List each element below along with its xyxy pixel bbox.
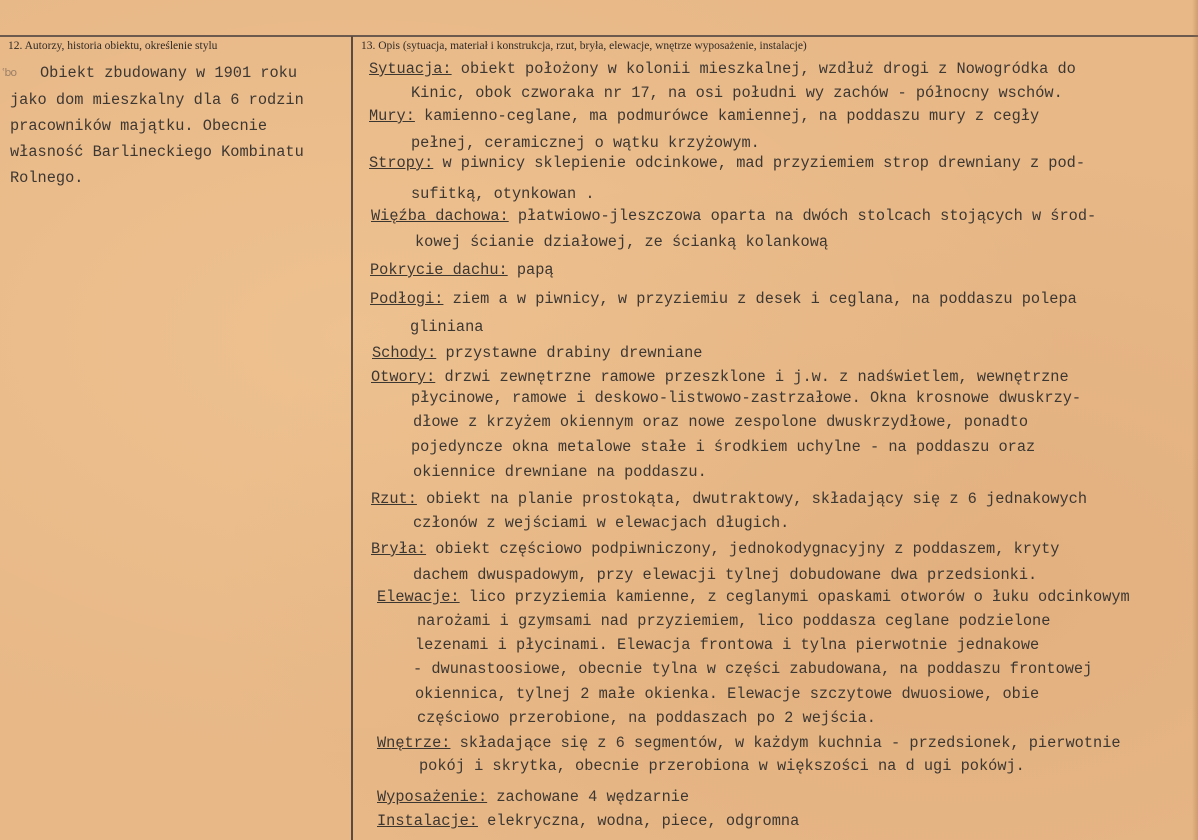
field-text: obiekt położony w kolonii mieszkalnej, wzdłuż drogi z Nowogródka do: [451, 60, 1076, 78]
field-text: pokój i skrytka, obecnie przerobiona w większości na d ugi pokówj.: [419, 757, 1025, 775]
field-text: pojedyncze okna metalowe stałe i środkiem uchylne - na poddaszu oraz: [411, 438, 1036, 456]
column-divider: [351, 36, 353, 840]
field-line: [370, 290, 1077, 308]
continuation-line: [413, 463, 707, 481]
field-text: ziem a w piwnicy, w przyziemiu z desek i ceglana, na poddaszu polepa: [443, 290, 1077, 308]
field-line: [377, 812, 799, 830]
field-text: obiekt na planie prostokąta, dwutraktowy, składający się z 6 jednakowych: [416, 490, 1088, 508]
continuation-line: [413, 566, 1037, 584]
field-text: Kinic, obok czworaka nr 17, na osi południ wy zachów - północny wschów.: [411, 84, 1063, 102]
field-text: płycinowe, ramowe i deskowo-listwowo-zastrzałowe. Okna krosnowe dwuskrzy-: [411, 389, 1082, 407]
field-label: Wyposażenie:: [377, 788, 488, 806]
field-line: [371, 540, 1059, 558]
field-text: częściowo przerobione, na poddaszach po 2 wejścia.: [417, 709, 876, 727]
field-line: [377, 734, 1121, 752]
faint-mark: ʿbo: [2, 66, 17, 79]
continuation-line: [415, 233, 828, 251]
field-text: gliniana: [410, 318, 484, 336]
field-text: pełnej, ceramicznej o wątku krzyżowym.: [411, 134, 760, 152]
field-label: Mury:: [369, 107, 415, 125]
field-label: Podłogi:: [370, 290, 444, 308]
continuation-line: [411, 134, 760, 152]
continuation-line: [413, 660, 1092, 678]
field-text: lezenami i płycinami. Elewacja frontowa i tylna pierwotnie jednakowe: [415, 636, 1040, 654]
continuation-line: [411, 389, 1081, 407]
field-text: elekryczna, wodna, piece, odgromna: [477, 812, 800, 830]
field-text: dachem dwuspadowym, przy elewacji tylnej dobudowane dwa przedsionki.: [413, 566, 1038, 584]
continuation-line: [417, 612, 1050, 630]
field-label: Instalacje:: [377, 812, 478, 830]
field-line: [377, 588, 1130, 606]
continuation-line: [410, 318, 483, 336]
field-line: [371, 490, 1087, 508]
left-line: Rolnego.: [10, 169, 84, 187]
field-text: kamienno-ceglane, ma podmurówce kamiennej, na poddaszu mury z cegły: [414, 107, 1040, 125]
field-label: Otwory:: [371, 368, 436, 386]
left-line: własność Barlineckiego Kombinatu: [10, 143, 304, 161]
field-text: narożami i gzymsami nad przyziemiem, lico poddasza ceglane podzielone: [417, 612, 1051, 630]
continuation-line: [411, 185, 595, 203]
field-line: [369, 107, 1039, 125]
field-label: Pokrycie dachu:: [370, 261, 508, 279]
field-label: Stropy:: [369, 154, 434, 172]
field-line: [369, 154, 1085, 172]
header-rule: [0, 35, 1198, 37]
field-text: składające się z 6 segmentów, w każdym kuchnia - przedsionek, pierwotnie: [450, 734, 1121, 752]
continuation-line: [413, 514, 789, 532]
field-text: okiennice drewniane na poddaszu.: [413, 463, 707, 481]
continuation-line: [415, 685, 1039, 703]
field-label: Schody:: [372, 344, 437, 362]
continuation-line: [411, 84, 1063, 102]
continuation-line: [411, 438, 1035, 456]
field-line: [370, 261, 554, 279]
left-line: pracowników majątku. Obecnie: [10, 117, 268, 135]
field-text: lico przyziemia kamienne, z ceglanymi opaskami otworów o łuku odcinkowym: [459, 588, 1130, 606]
paper-edge: [1192, 0, 1198, 840]
field-line: [371, 368, 1069, 386]
field-text: papą: [507, 261, 554, 279]
field-text: zachowane 4 wędzarnie: [487, 788, 690, 806]
field-text: sufitką, otynkowan .: [411, 185, 595, 203]
continuation-line: [419, 757, 1025, 775]
field-text: dłowe z krzyżem okiennym oraz nowe zespolone dwuskrzydłowe, ponadto: [413, 413, 1029, 431]
section-12-header: 12. Autorzy, historia obiektu, określenie stylu: [8, 40, 218, 52]
field-text: okiennica, tylnej 2 małe okienka. Elewacje szczytowe dwuosiowe, obie: [415, 685, 1040, 703]
field-text: członów z wejściami w elewacjach długich.: [413, 514, 790, 532]
field-text: płatwiowo-jleszczowa oparta na dwóch stolcach stojących w środ-: [508, 207, 1097, 225]
field-label: Wnętrze:: [377, 734, 451, 752]
field-text: w piwnicy sklepienie odcinkowe, mad przyziemiem strop drewniany z pod-: [433, 154, 1086, 172]
left-line: Obiekt zbudowany w 1901 roku: [40, 64, 298, 82]
field-label: Więźba dachowa:: [371, 207, 509, 225]
field-label: Bryła:: [371, 540, 427, 558]
field-text: - dwunastoosiowe, obecnie tylna w części zabudowana, na poddaszu frontowej: [413, 660, 1093, 678]
continuation-line: [413, 413, 1028, 431]
field-text: drzwi zewnętrzne ramowe przeszklone i j.w. z nadświetlem, wewnętrzne: [435, 368, 1069, 386]
left-line: jako dom mieszkalny dla 6 rodzin: [10, 91, 304, 109]
section-13-header: 13. Opis (sytuacja, materiał i konstrukcja, rzut, bryła, elewacje, wnętrze wyposażenie, instalacje): [361, 40, 807, 52]
field-line: [369, 60, 1076, 78]
field-line: [372, 344, 702, 362]
field-text: kowej ścianie działowej, ze ścianką kolankową: [415, 233, 829, 251]
field-label: Sytuacja:: [369, 60, 452, 78]
continuation-line: [415, 636, 1039, 654]
field-label: Rzut:: [371, 490, 417, 508]
field-label: Elewacje:: [377, 588, 460, 606]
field-line: [377, 788, 689, 806]
field-line: [371, 207, 1096, 225]
field-text: obiekt częściowo podpiwniczony, jednokodygnacyjny z poddaszem, kryty: [426, 540, 1060, 558]
field-text: przystawne drabiny drewniane: [436, 344, 703, 362]
continuation-line: [417, 709, 876, 727]
